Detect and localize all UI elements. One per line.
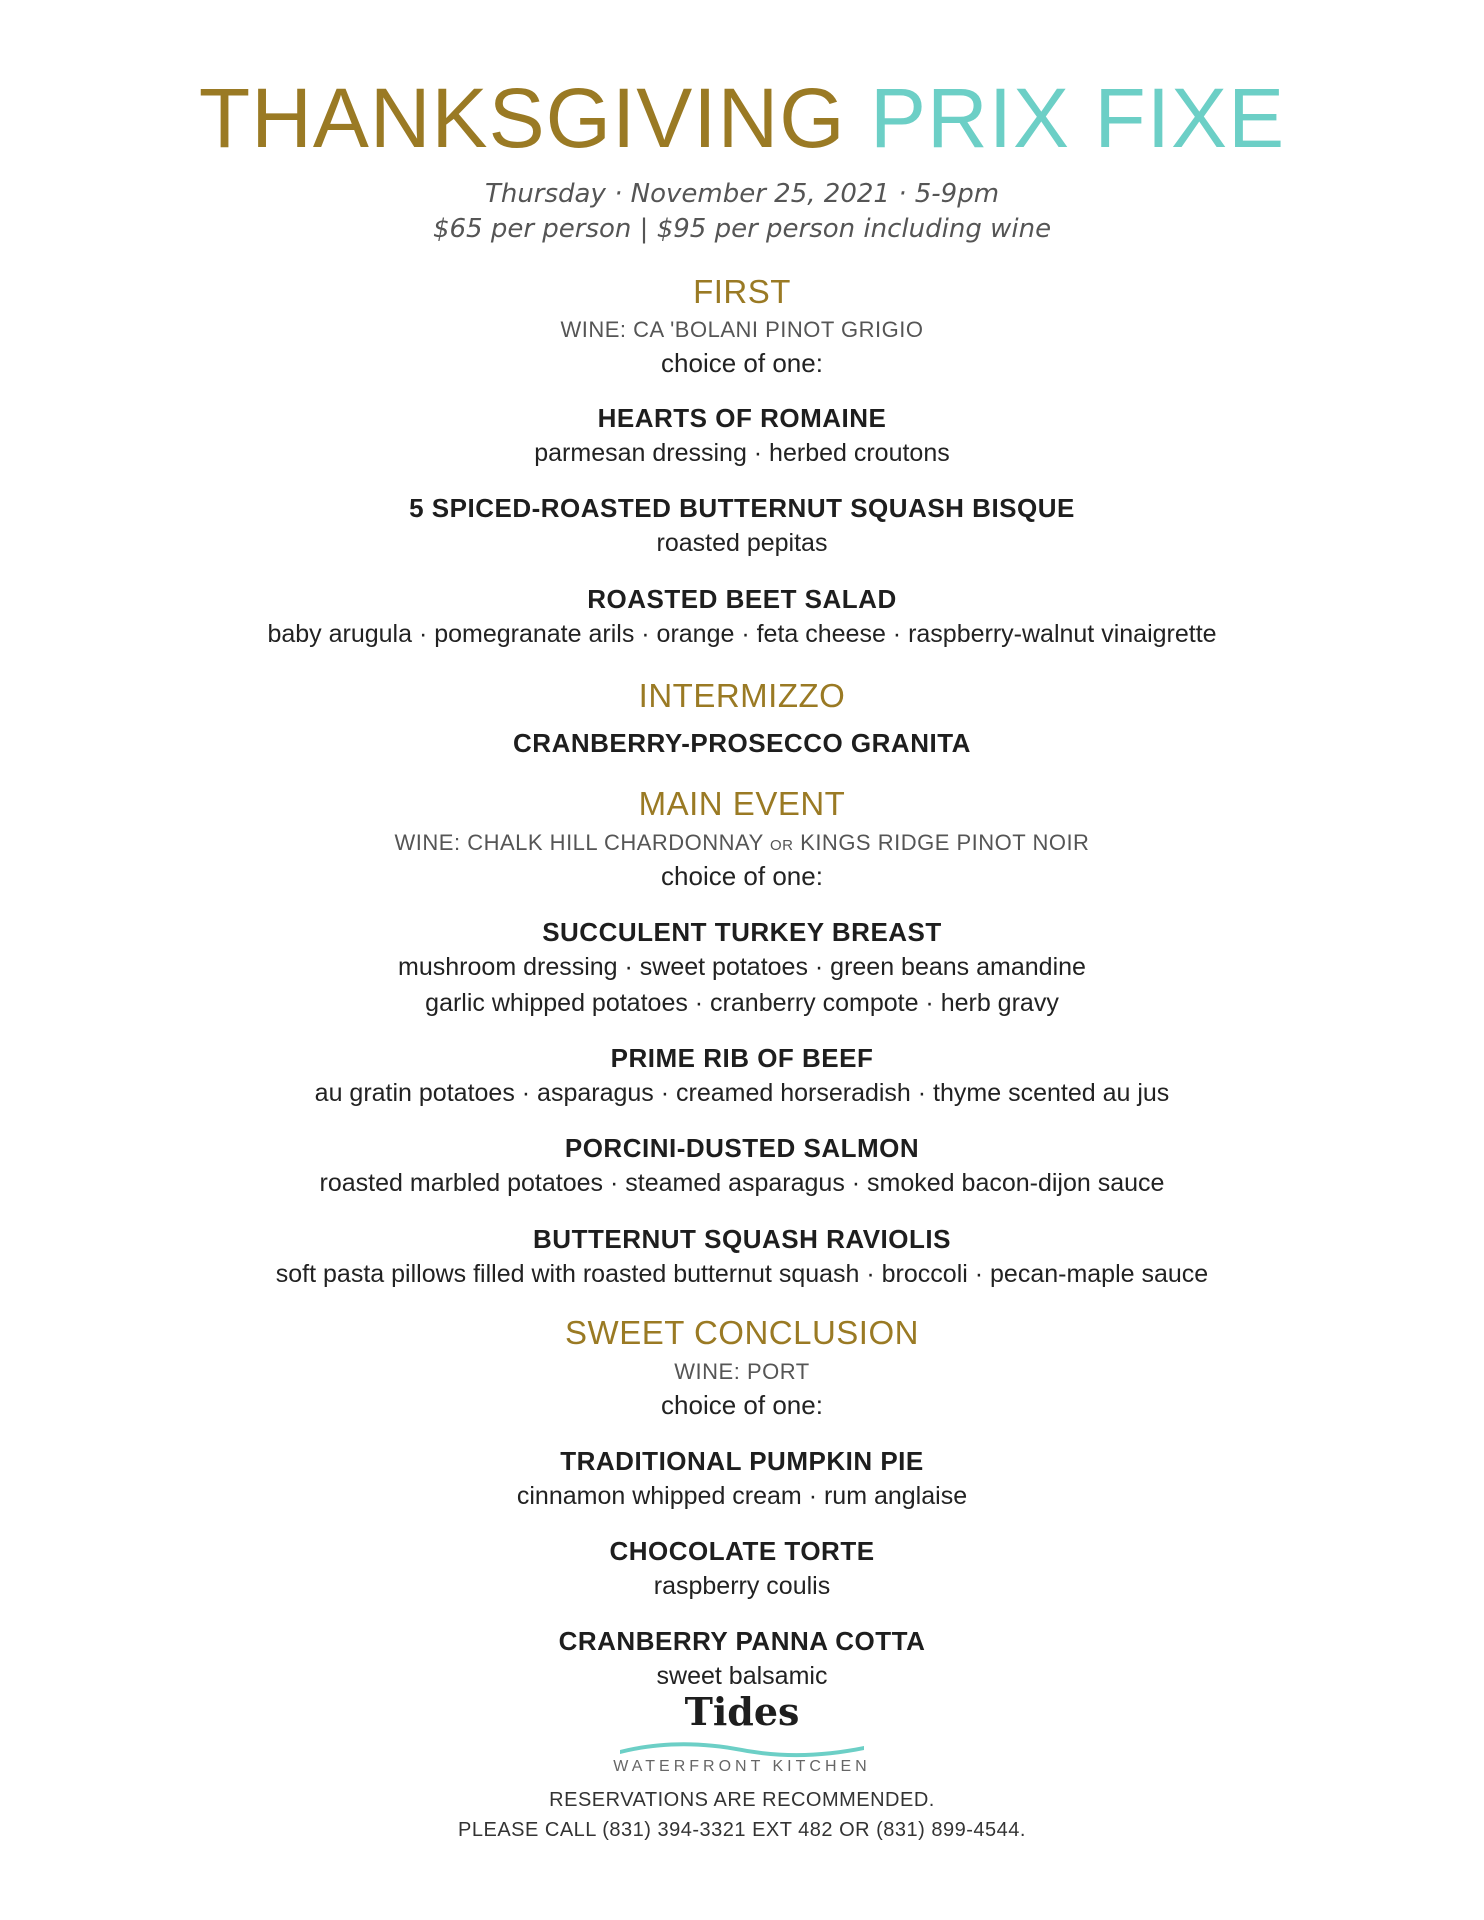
wave-icon [620, 1738, 864, 1758]
dish-desc: raspberry coulis [653, 1572, 831, 1600]
event-date: Thursday · November 25, 2021 · 5-9pm [484, 179, 1000, 209]
sweet-choice: choice of one: [661, 1390, 823, 1420]
dish-desc: parmesan dressing · herbed croutons [534, 439, 950, 467]
main-wine [0, 829, 1484, 860]
section-sweet-heading: SWEET CONCLUSION [565, 1314, 919, 1351]
title-prix-fixe: PRIX FIXE [870, 71, 1286, 165]
dish-name: CHOCOLATE TORTE [609, 1536, 875, 1566]
first-wine: WINE: CA 'BOLANI PINOT GRIGIO [560, 317, 924, 342]
main-wine-a: WINE: CHALK HILL CHARDONNAY [394, 830, 764, 855]
dish-name: PRIME RIB OF BEEF [610, 1043, 874, 1073]
dish-desc: garlic whipped potatoes · cranberry compote · herb gravy [425, 989, 1059, 1017]
dish-name: TRADITIONAL PUMPKIN PIE [560, 1446, 924, 1476]
sweet-wine: WINE: PORT [674, 1359, 810, 1384]
logo-tagline: WATERFRONT KITCHEN [613, 1758, 871, 1775]
dish-desc: roasted pepitas [656, 529, 828, 557]
page-title [0, 70, 1484, 166]
dish-name: HEARTS OF ROMAINE [597, 403, 887, 433]
section-first-heading: FIRST [693, 273, 791, 310]
first-choice: choice of one: [661, 348, 823, 378]
main-wine-or: OR [770, 837, 794, 854]
title-thanksgiving: THANKSGIVING [198, 71, 846, 165]
reservation-note: RESERVATIONS ARE RECOMMENDED. [549, 1789, 935, 1811]
dish-desc: baby arugula · pomegranate arils · orange · feta cheese · raspberry-walnut vinaigrette [267, 620, 1217, 648]
dish-name: SUCCULENT TURKEY BREAST [542, 917, 942, 947]
logo-wordmark: Tides [684, 1689, 800, 1734]
dish-desc: au gratin potatoes · asparagus · creamed horseradish · thyme scented au jus [314, 1079, 1170, 1107]
dish-name: ROASTED BEET SALAD [587, 584, 897, 614]
dish-name: CRANBERRY-PROSECCO GRANITA [513, 728, 971, 758]
dish-desc: roasted marbled potatoes · steamed asparagus · smoked bacon-dijon sauce [319, 1169, 1165, 1197]
reservation-phone: PLEASE CALL (831) 394-3321 EXT 482 OR (831) 899-4544. [458, 1819, 1026, 1841]
dish-name: BUTTERNUT SQUASH RAVIOLIS [533, 1224, 951, 1254]
main-wine-b: KINGS RIDGE PINOT NOIR [800, 830, 1090, 855]
dish-desc: soft pasta pillows filled with roasted butternut squash · broccoli · pecan-maple sauce [275, 1260, 1209, 1288]
section-main-heading: MAIN EVENT [638, 785, 846, 822]
dish-desc: mushroom dressing · sweet potatoes · green beans amandine [398, 953, 1086, 981]
dish-desc: cinnamon whipped cream · rum anglaise [516, 1482, 968, 1510]
dish-name: 5 SPICED-ROASTED BUTTERNUT SQUASH BISQUE [409, 493, 1075, 523]
dish-desc: sweet balsamic [656, 1662, 828, 1690]
dish-name: PORCINI-DUSTED SALMON [564, 1133, 920, 1163]
dish-name: CRANBERRY PANNA COTTA [558, 1626, 926, 1656]
event-price: $65 per person | $95 per person including wine [432, 214, 1052, 244]
section-intermezzo-heading: INTERMIZZO [638, 677, 846, 714]
main-choice: choice of one: [661, 861, 823, 891]
